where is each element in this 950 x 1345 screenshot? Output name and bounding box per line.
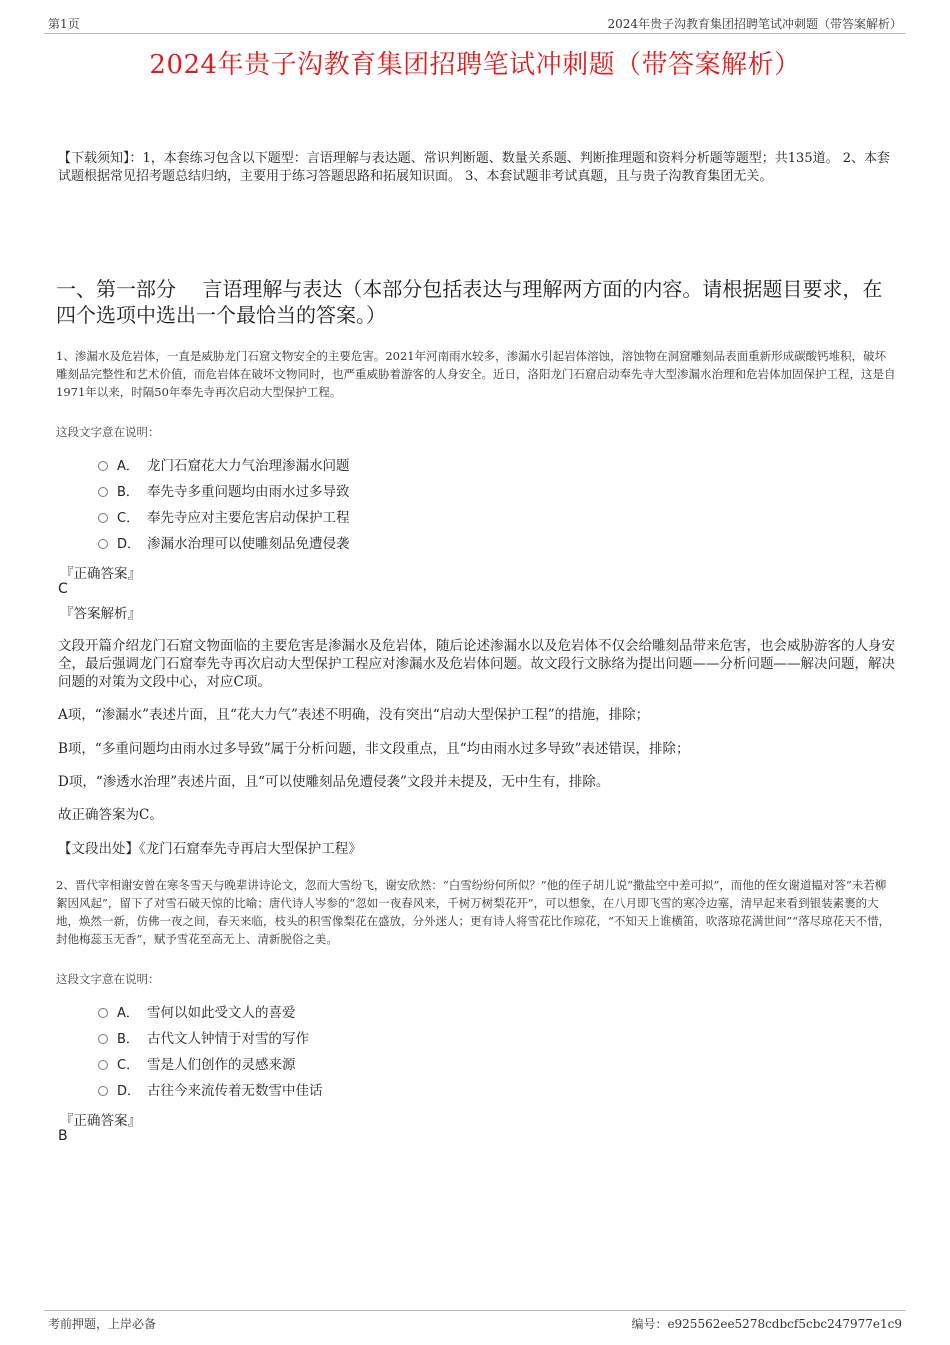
radio-icon[interactable] [98, 1008, 108, 1018]
q1-analysis: 文段开篇介绍龙门石窟文物面临的主要危害是渗漏水及危岩体，随后论述渗漏水以及危岩体不仅会给雕刻品带来危害，也会威胁游客的人身安全，最后强调龙门石窟奉先寺再次启动大型保护工程应对渗漏水及危岩体问题。故文段行文脉络为提出问题——分析问题——解决问题，解决问题的对策为文段中心，对应C项。 [58, 638, 895, 690]
q2-answer-label: 『正确答案』 [60, 1113, 141, 1129]
page-footer [44, 1310, 906, 1331]
page-header [44, 15, 906, 34]
option-letter: D． [117, 1084, 141, 1099]
option-text: 古代文人钟情于对雪的写作 [147, 1031, 309, 1047]
q1-answer-label: 『正确答案』 [60, 566, 141, 582]
option-letter: C． [117, 1058, 140, 1073]
option-text: 古往今来流传着无数雪中佳话 [147, 1083, 323, 1099]
footer-slogan: 考前押题，上岸必备 [48, 1317, 157, 1331]
q1-option-c[interactable] [98, 508, 350, 528]
section-heading: 一、第一部分 言语理解与表达（本部分包括表达与理解两方面的内容。请根据题目要求，在四个选项中选出一个最恰当的答案。） [56, 277, 883, 327]
q1-analysis-label: 『答案解析』 [60, 606, 141, 622]
option-letter: D． [117, 537, 141, 552]
q1-source: 【文段出处】《龙门石窟奉先寺再启大型保护工程》 [58, 841, 362, 857]
option-text: 雪是人们创作的灵感来源 [147, 1057, 296, 1073]
q1-option-d[interactable] [98, 534, 350, 554]
q2-text: 2、晋代宰相谢安曾在寒冬雪天与晚辈讲诗论文，忽而大雪纷飞，谢安欣然：“白雪纷纷何所似？”他的侄子胡儿说“撒盐空中差可拟”，而他的侄女谢道韫对答“未若柳絮因风起”，留下了对雪石破天惊的比喻；唐代诗人岑参的“忽如一夜春风来，千树万树梨花开”，可以想象，在八月即飞雪的寒冷边塞，清早起来看到银装素裹的大地，焕然一新，仿佛一夜之间，春天来临，枝头的积雪像梨花在盛放，分外迷人；更有诗人将雪花比作琼花，“不知天上谁横笛，吹落琼花满世间”“落尽琼花天不惜，封他梅蕊玉无香”，赋予雪花至高无上、清新脱俗之美。 [56, 878, 891, 946]
q1-note-d: D项，“渗透水治理”表述片面，且“可以使雕刻品免遭侵袭”文段并未提及，无中生有，排除。 [58, 774, 610, 790]
download-notice: 【下载须知】：1，本套练习包含以下题型：言语理解与表达题、常识判断题、数量关系题、判断推理题和资料分析题等题型；共135道。 2、本套试题根据常见招考题总结归纳，主要用于练习答题思路和拓展知识面。 3、本套试题非考试真题，且与贵子沟教育集团无关。 [58, 151, 890, 184]
q2-option-c[interactable] [98, 1055, 296, 1075]
radio-icon[interactable] [98, 539, 108, 549]
option-text: 奉先寺应对主要危害启动保护工程 [147, 510, 350, 526]
radio-icon[interactable] [98, 487, 108, 497]
option-letter: C． [117, 511, 140, 526]
q2-option-a[interactable] [98, 1003, 296, 1023]
option-text: 雪何以如此受文人的喜爱 [147, 1005, 296, 1021]
q2-option-d[interactable] [98, 1081, 323, 1101]
page-title: 2024年贵子沟教育集团招聘笔试冲刺题（带答案解析） [149, 50, 801, 80]
option-letter: B． [117, 485, 139, 500]
q2-answer: B [58, 1128, 68, 1144]
radio-icon[interactable] [98, 1034, 108, 1044]
footer-doc-id: 编号：e925562ee5278cdbcf5cbc247977e1c9 [631, 1317, 902, 1331]
option-text: 渗漏水治理可以使雕刻品免遭侵袭 [147, 536, 350, 552]
page-number: 第1页 [48, 17, 80, 31]
q2-stem: 这段文字意在说明： [56, 972, 160, 986]
radio-icon[interactable] [98, 513, 108, 523]
header-doc-title: 2024年贵子沟教育集团招聘笔试冲刺题（带答案解析） [607, 17, 902, 31]
option-letter: A． [117, 1006, 139, 1021]
q1-conclusion: 故正确答案为C。 [58, 807, 163, 823]
q1-stem: 这段文字意在说明： [56, 425, 160, 439]
option-letter: B． [117, 1032, 139, 1047]
q1-note-b: B项，“多重问题均由雨水过多导致”属于分析问题，非文段重点，且“均由雨水过多导致”表述错误，排除； [58, 741, 690, 757]
q1-note-a: A项，“渗漏水”表述片面，且“花大力气”表述不明确，没有突出“启动大型保护工程”的措施，排除； [58, 707, 650, 723]
radio-icon[interactable] [98, 1060, 108, 1070]
q1-option-a[interactable] [98, 456, 350, 476]
option-letter: A． [117, 459, 139, 474]
radio-icon[interactable] [98, 1086, 108, 1096]
option-text: 奉先寺多重问题均由雨水过多导致 [147, 484, 350, 500]
option-text: 龙门石窟花大力气治理渗漏水问题 [147, 458, 350, 474]
q1-text: 1、渗漏水及危岩体，一直是威胁龙门石窟文物安全的主要危害。2021年河南雨水较多，渗漏水引起岩体溶蚀，溶蚀物在洞窟雕刻品表面重新形成碳酸钙堆积，破坏雕刻品完整性和艺术价值，而危岩体在破坏文物同时，也严重威胁着游客的人身安全。近日，洛阳龙门石窟启动奉先寺大型渗漏水治理和危岩体加固保护工程，这是自1971年以来，时隔50年奉先寺再次启动大型保护工程。 [56, 349, 896, 399]
radio-icon[interactable] [98, 461, 108, 471]
q2-option-b[interactable] [98, 1029, 309, 1049]
q1-option-b[interactable] [98, 482, 350, 502]
q1-answer: C [58, 581, 68, 597]
